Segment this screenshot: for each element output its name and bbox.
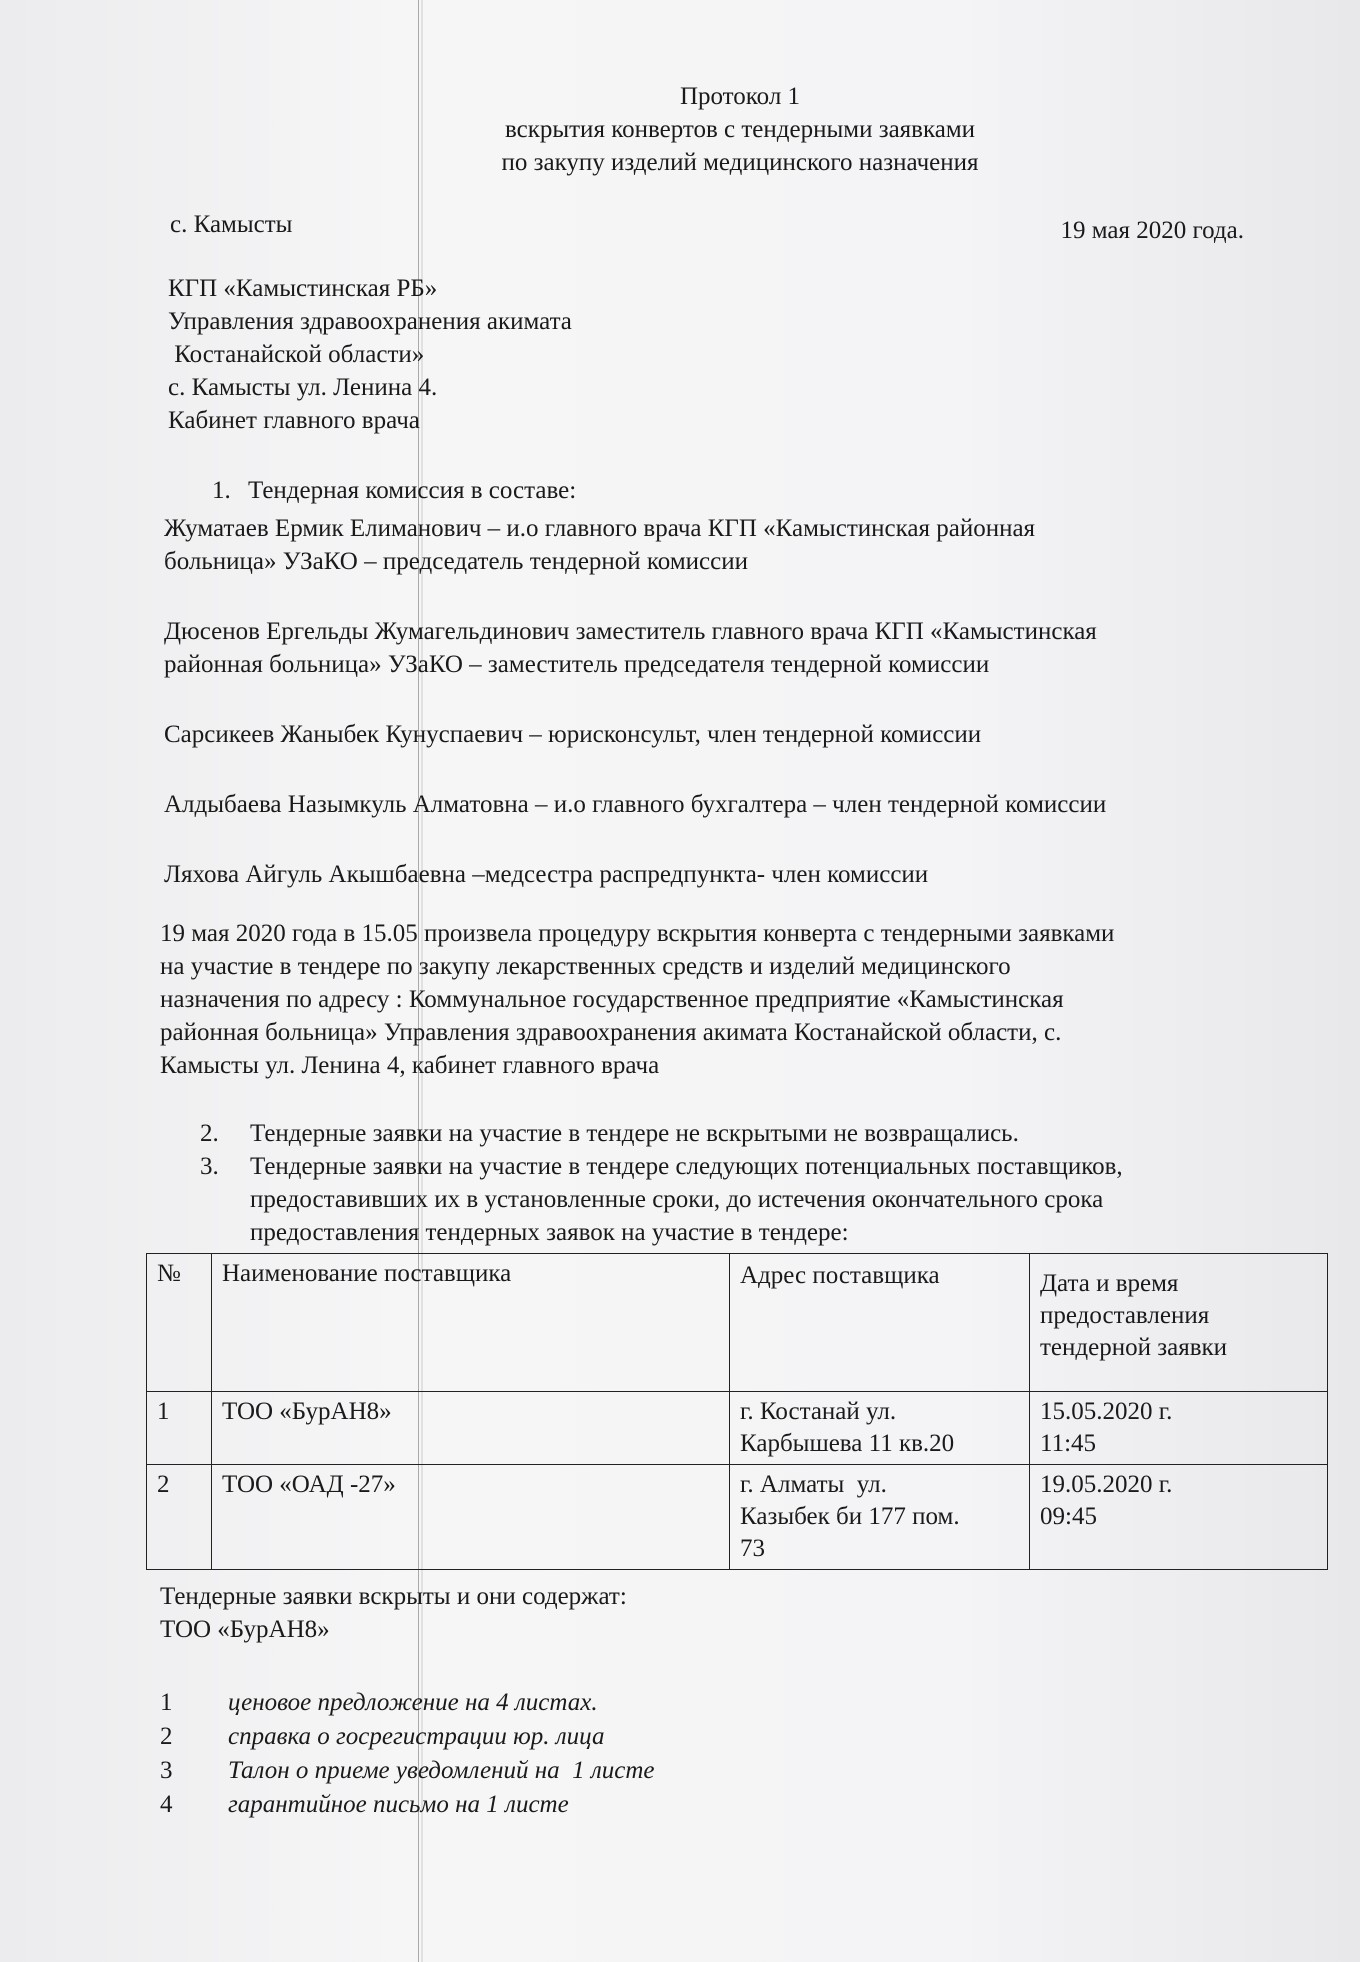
list-item	[160, 1686, 655, 1720]
address-line: 73	[740, 1535, 765, 1562]
cell-address	[730, 1465, 1030, 1570]
member-entry	[164, 788, 1314, 821]
cell-datetime	[1030, 1392, 1328, 1465]
member-line: Ляхова Айгуль Акышбаевна –медсестра распредпункта- член комиссии	[164, 861, 929, 888]
table-header-row	[147, 1254, 1328, 1392]
organization-block	[168, 272, 572, 437]
sections-2-3	[200, 1117, 1340, 1249]
commission-members	[164, 512, 1314, 928]
list-item-text: Талон о приеме уведомлений на 1 листе	[228, 1757, 655, 1784]
list-item	[160, 1720, 655, 1754]
list-item-number: 4	[160, 1791, 173, 1818]
datetime-line: 11:45	[1040, 1430, 1097, 1457]
section-1-heading	[212, 474, 576, 507]
procedure-line: Камысты ул. Ленина 4, кабинет главного врача	[160, 1052, 660, 1079]
member-line: Сарсикеев Жаныбек Кунуспаевич – юрисконсульт, член тендерной комиссии	[164, 721, 982, 748]
cell-supplier-name: ТОО «ОАД -27»	[212, 1465, 730, 1570]
suppliers-table	[146, 1253, 1328, 1570]
procedure-line: 19 мая 2020 года в 15.05 произвела процедуру вскрытия конверта с тендерными заявками	[160, 920, 1115, 947]
section-text: Тендерные заявки на участие в тендере не вскрытыми не возвращались.	[250, 1120, 1019, 1147]
cell-address	[730, 1392, 1030, 1465]
table-row	[147, 1465, 1328, 1570]
list-item-number: 3	[160, 1757, 173, 1784]
list-item-number: 1	[160, 1689, 173, 1716]
organization-line: Управления здравоохранения акимата	[168, 308, 572, 335]
datetime-line: 19.05.2020 г.	[1040, 1471, 1173, 1498]
section-number: 3.	[200, 1153, 219, 1180]
address-line: Казыбек би 177 пом.	[740, 1503, 960, 1530]
member-entry	[164, 512, 1314, 578]
organization-line: КГП «Камыстинская РБ»	[168, 275, 438, 302]
list-item-text: гарантийное письмо на 1 листе	[228, 1791, 569, 1818]
organization-line: Костанайской области»	[168, 341, 425, 368]
date-text: 19 мая 2020 года.	[1060, 217, 1244, 244]
datetime-line: 15.05.2020 г.	[1040, 1398, 1173, 1425]
organization-line: с. Камысты ул. Ленина 4.	[168, 374, 438, 401]
member-line: Алдыбаева Назымкуль Алматовна – и.о главного бухгалтера – член тендерной комиссии	[164, 791, 1107, 818]
member-line: районная больница» УЗаКО – заместитель председателя тендерной комиссии	[164, 651, 990, 678]
member-line: Дюсенов Ергельды Жумагельдинович заместитель главного врача КГП «Камыстинская	[164, 618, 1097, 645]
place-text: с. Камысты	[170, 211, 293, 238]
section-2	[200, 1117, 1340, 1150]
list-item	[160, 1788, 655, 1822]
organization-line: Кабинет главного врача	[168, 407, 420, 434]
header-cell-name: Наименование поставщика	[212, 1254, 730, 1392]
member-line: Жуматаев Ермик Елиманович – и.о главного врача КГП «Камыстинская районная	[164, 515, 1036, 542]
section-text	[250, 1150, 1123, 1249]
title-line-2: вскрытия конвертов с тендерными заявками	[504, 116, 976, 143]
datetime-line: 09:45	[1040, 1503, 1097, 1530]
documents-list	[160, 1686, 655, 1822]
address-line: г. Алматы ул.	[740, 1471, 887, 1498]
section-number: 2.	[200, 1120, 219, 1147]
protocol-title	[300, 80, 1180, 179]
member-entry	[164, 615, 1314, 681]
list-item	[160, 1754, 655, 1788]
cell-datetime	[1030, 1465, 1328, 1570]
table-row	[147, 1392, 1328, 1465]
address-line: Карбышева 11 кв.20	[740, 1430, 955, 1457]
procedure-line: назначения по адресу : Коммунальное государственное предприятие «Камыстинская	[160, 986, 1064, 1013]
procedure-line: на участие в тендере по закупу лекарственных средств и изделий медицинского	[160, 953, 1011, 980]
member-line: больница» УЗаКО – председатель тендерной комиссии	[164, 548, 748, 575]
list-item-text: справка о госрегистрации юр. лица	[228, 1723, 605, 1750]
section-line: предоставивших их в установленные сроки, до истечения окончательного срока	[250, 1186, 1104, 1213]
opened-supplier: ТОО «БурАН8»	[160, 1616, 330, 1643]
procedure-line: районная больница» Управления здравоохранения акимата Костанайской области, с.	[160, 1019, 1062, 1046]
member-entry	[164, 858, 1314, 891]
cell-number: 2	[147, 1465, 212, 1570]
header-cell-number: №	[147, 1254, 212, 1392]
title-line-1: Протокол 1	[679, 83, 801, 110]
header-cell-datetime: Дата и время предоставления тендерной заявки	[1030, 1254, 1328, 1392]
member-entry	[164, 718, 1314, 751]
address-line: г. Костанай ул.	[740, 1398, 897, 1425]
title-line-3: по закупу изделий медицинского назначения	[501, 149, 979, 176]
section-3	[200, 1150, 1340, 1249]
cell-number: 1	[147, 1392, 212, 1465]
section-number: 1.	[212, 477, 231, 504]
section-line: Тендерные заявки на участие в тендере следующих потенциальных поставщиков,	[250, 1153, 1123, 1180]
list-item-text: ценовое предложение на 4 листах.	[228, 1689, 598, 1716]
opened-bids-intro	[160, 1580, 627, 1646]
cell-supplier-name: ТОО «БурАН8»	[212, 1392, 730, 1465]
procedure-paragraph	[160, 917, 1330, 1082]
opened-line: Тендерные заявки вскрыты и они содержат:	[160, 1583, 627, 1610]
header-cell-address: Адрес поставщика	[730, 1254, 1030, 1392]
section-text: Тендерная комиссия в составе:	[248, 477, 577, 504]
section-line: предоставления тендерных заявок на участие в тендере:	[250, 1219, 849, 1246]
list-item-number: 2	[160, 1723, 173, 1750]
